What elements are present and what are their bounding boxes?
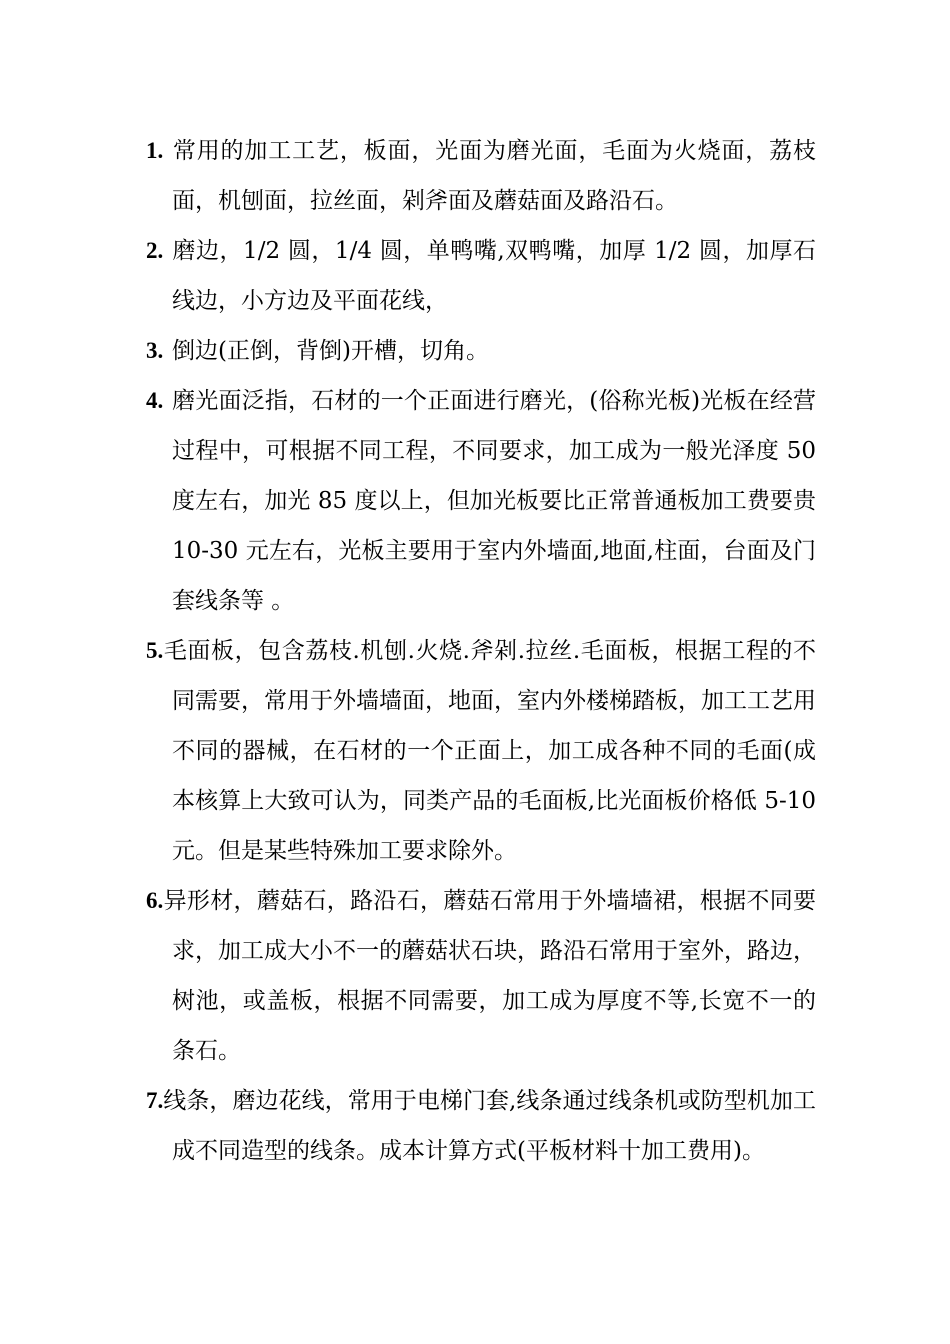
item-text: 倒边(正倒，背倒)开槽，切角。 (172, 338, 489, 364)
item-number: 4. (146, 388, 164, 413)
list-item (146, 1076, 816, 1176)
item-text: 常用的加工工艺，板面，光面为磨光面，毛面为火烧面，荔枝面，机刨面，拉丝面，剁斧面及蘑菇面及路沿石。 (172, 138, 816, 214)
process-list (146, 126, 816, 1176)
item-number: 7. (146, 1088, 164, 1113)
list-item (146, 376, 816, 626)
item-text: 磨光面泛指，石材的一个正面进行磨光，(俗称光板)光板在经营过程中，可根据不同工程，不同要求，加工成为一般光泽度 50 度左右，加光 85 度以上，但加光板要比正常普通板加工费要贵 10-30 元左右，光板主要用于室内外墙面,地面,柱面，台面及门套线条等 。 (172, 388, 816, 614)
item-number: 6. (146, 888, 164, 913)
item-text: 磨边，1/2 圆，1/4 圆，单鸭嘴,双鸭嘴，加厚 1/2 圆，加厚石线边，小方边及平面花线， (172, 238, 816, 314)
item-text: 异形材，蘑菇石，路沿石，蘑菇石常用于外墙墙裙，根据不同要求，加工成大小不一的蘑菇状石块，路沿石常用于室外，路边，树池，或盖板，根据不同需要，加工成为厚度不等,长宽不一的条石。 (163, 888, 816, 1064)
list-item (146, 626, 816, 876)
list-item (146, 126, 816, 226)
list-item (146, 226, 816, 326)
item-number: 1. (146, 138, 164, 163)
list-item (146, 326, 816, 376)
item-number: 5. (146, 638, 164, 663)
item-number: 3. (146, 338, 164, 363)
list-item (146, 876, 816, 1076)
item-text: 毛面板，包含荔枝.机刨.火烧.斧剁.拉丝.毛面板，根据工程的不同需要，常用于外墙墙面，地面，室内外楼梯踏板，加工工艺用不同的器械，在石材的一个正面上，加工成各种不同的毛面(成本核算上大致可认为，同类产品的毛面板,比光面板价格低 5-10 元。但是某些特殊加工要求除外。 (163, 638, 816, 864)
item-text: 线条，磨边花线，常用于电梯门套,线条通过线条机或防型机加工成不同造型的线条。成本计算方式(平板材料十加工费用)。 (163, 1088, 816, 1164)
item-number: 2. (146, 238, 164, 263)
